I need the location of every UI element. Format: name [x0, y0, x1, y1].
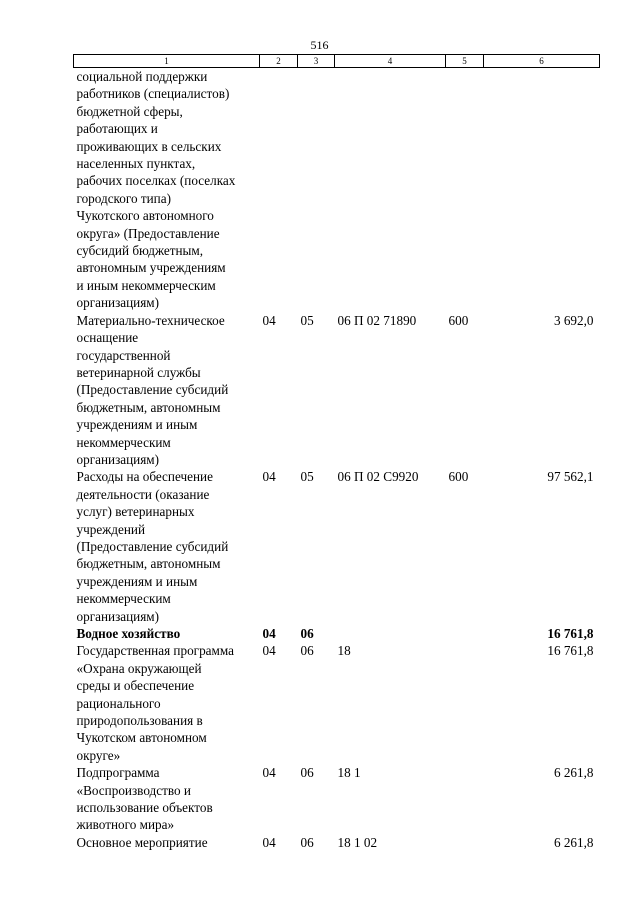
row-expense-type [446, 834, 484, 851]
row-expense-type [446, 625, 484, 642]
row-target-article: 06 П 02 С9920 [337, 469, 419, 485]
table-row [74, 642, 600, 764]
row-expense-type: 600 [448, 312, 469, 328]
column-header-5: 5 [446, 55, 484, 68]
column-header-3: 3 [298, 55, 335, 68]
row-subsection: 06 [300, 626, 314, 641]
row-section [260, 68, 298, 312]
row-subsection: 05 [300, 312, 314, 328]
row-expense-type: 600 [448, 469, 469, 485]
row-expense-type [446, 642, 484, 764]
column-header-4: 4 [335, 55, 446, 68]
table-row [74, 468, 600, 625]
row-expense-type [446, 764, 484, 834]
row-target-article: 18 1 02 [337, 834, 378, 850]
header-row [74, 55, 600, 68]
row-name: Расходы на обеспечение деятельности (оказание услуг) ветеринарных учреждений (Предоставление субсидий бюджетным, автономным учреждениям и иным некоммерческим организациям) [76, 469, 229, 624]
row-section: 04 [262, 312, 276, 328]
row-amount: 16 761,8 [547, 626, 594, 641]
row-name: социальной поддержки работников (специалистов) бюджетной сферы, работающих и проживающих в сельских населенных пунктах, рабочих поселках (поселках городского типа) Чукотского автономного округа» (Предоставление субсидий бюджетным, автономным учреждениям и иным некоммерческим организациям) [76, 69, 236, 311]
table-row-section-heading [74, 625, 600, 642]
page-number: 516 [310, 38, 329, 52]
row-section: 04 [262, 643, 276, 659]
table-row [74, 764, 600, 834]
row-amount [484, 68, 600, 312]
row-target-article: 18 [337, 643, 351, 659]
row-subsection [298, 68, 335, 312]
column-header-6: 6 [484, 55, 600, 68]
row-subsection: 06 [300, 834, 314, 850]
table-body [74, 68, 600, 852]
row-target-article [335, 68, 446, 312]
row-amount: 16 761,8 [547, 643, 594, 659]
column-header-2: 2 [260, 55, 298, 68]
table-row [74, 68, 600, 312]
row-target-article: 18 1 [337, 765, 361, 781]
row-target-article: 06 П 02 71890 [337, 312, 417, 328]
row-target-article [335, 625, 446, 642]
table-row [74, 834, 600, 851]
row-name: Основное мероприятие [76, 834, 208, 850]
row-amount: 97 562,1 [547, 469, 594, 485]
row-expense-type [446, 68, 484, 312]
row-section: 04 [262, 626, 276, 641]
column-header-1: 1 [74, 55, 260, 68]
row-subsection: 06 [300, 765, 314, 781]
row-name: Подпрограмма «Воспроизводство и использование объектов животного мира» [76, 765, 213, 833]
row-section: 04 [262, 765, 276, 781]
row-name: Государственная программа «Охрана окружающей среды и обеспечение рационального природопользования в Чукотском автономном округе» [76, 643, 234, 763]
row-amount: 3 692,0 [553, 312, 594, 328]
row-section: 04 [262, 834, 276, 850]
row-amount: 6 261,8 [553, 765, 594, 781]
table-row [74, 312, 600, 469]
row-subsection: 06 [300, 643, 314, 659]
row-name: Материально-техническое оснащение государственной ветеринарной службы (Предоставление субсидий бюджетным, автономным учреждениям и иным некоммерческим организациям) [76, 312, 229, 467]
row-subsection: 05 [300, 469, 314, 485]
row-section: 04 [262, 469, 276, 485]
row-name: Водное хозяйство [76, 626, 181, 641]
row-amount: 6 261,8 [553, 834, 594, 850]
table-header [74, 55, 600, 68]
budget-table [73, 54, 600, 851]
